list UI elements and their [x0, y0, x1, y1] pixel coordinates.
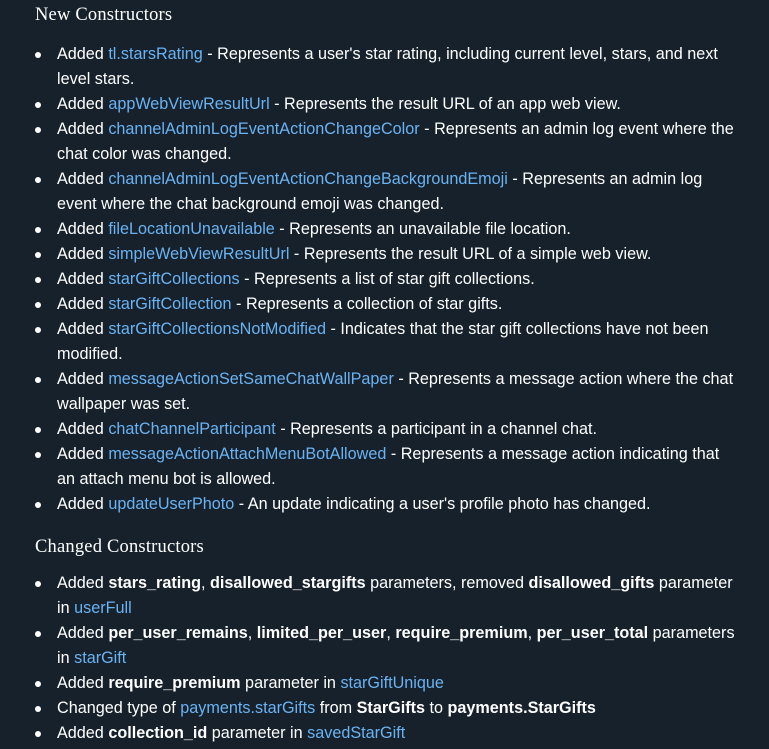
- item-prefix: Added: [57, 420, 109, 438]
- item-text: from: [315, 699, 357, 717]
- changed-constructors-heading: Changed Constructors: [35, 537, 204, 557]
- list-item: [35, 417, 739, 442]
- constructor-link[interactable]: appWebViewResultUrl: [108, 95, 270, 113]
- parameter-name: collection_id: [108, 724, 208, 742]
- item-prefix: Added: [57, 45, 109, 63]
- item-text: ,: [386, 624, 396, 642]
- constructor-link[interactable]: fileLocationUnavailable: [108, 220, 275, 238]
- constructor-link[interactable]: starGift: [74, 649, 127, 667]
- item-prefix: Added: [57, 245, 109, 263]
- item-text: parameter in: [57, 574, 733, 617]
- item-description: - Represents a message action indicating that an attach menu bot is allowed.: [57, 445, 720, 488]
- list-item: [35, 621, 739, 671]
- item-description: - Represents a user's star rating, including current level, stars, and next level stars.: [57, 45, 718, 88]
- item-description: - Indicates that the star gift collections have not been modified.: [57, 320, 709, 363]
- item-text: to: [425, 699, 448, 717]
- changed-constructors-list: [35, 571, 769, 746]
- parameter-name: disallowed_gifts: [528, 574, 655, 592]
- list-item: [35, 442, 739, 492]
- parameter-name: limited_per_user: [256, 624, 387, 642]
- item-prefix: Added: [57, 95, 109, 113]
- parameter-name: stars_rating: [108, 574, 201, 592]
- item-prefix: Added: [57, 320, 109, 338]
- list-item: [35, 242, 739, 267]
- list-item: [35, 671, 739, 696]
- constructor-link[interactable]: starGiftUnique: [340, 674, 444, 692]
- item-text: parameters, removed: [365, 574, 529, 592]
- item-prefix: Added: [57, 295, 109, 313]
- constructor-link[interactable]: starGiftCollection: [108, 295, 232, 313]
- parameter-name: StarGifts: [356, 699, 425, 717]
- item-prefix: Added: [57, 120, 109, 138]
- item-prefix: Added: [57, 170, 109, 188]
- parameter-name: require_premium: [108, 674, 241, 692]
- constructor-link[interactable]: messageActionAttachMenuBotAllowed: [108, 445, 387, 463]
- item-text: Added: [57, 624, 109, 642]
- parameter-name: per_user_remains: [108, 624, 248, 642]
- item-description: - Represents the result URL of a simple web view.: [289, 245, 652, 263]
- list-item: [35, 117, 739, 167]
- item-description: - Represents a collection of star gifts.: [231, 295, 503, 313]
- item-text: Changed type of: [57, 699, 181, 717]
- list-item: [35, 492, 739, 517]
- item-prefix: Added: [57, 445, 109, 463]
- constructor-link[interactable]: savedStarGift: [307, 724, 406, 742]
- item-text: parameter in: [240, 674, 341, 692]
- constructor-link[interactable]: channelAdminLogEventActionChangeBackgroundEmoji: [108, 170, 508, 188]
- constructor-link[interactable]: channelAdminLogEventActionChangeColor: [108, 120, 420, 138]
- item-prefix: Added: [57, 495, 109, 513]
- item-description: - Represents a list of star gift collections.: [239, 270, 535, 288]
- item-text: parameters in: [57, 624, 735, 667]
- item-description: - Represents the result URL of an app web view.: [269, 95, 621, 113]
- constructor-link[interactable]: chatChannelParticipant: [108, 420, 276, 438]
- item-description: - Represents an admin log event where the chat color was changed.: [57, 120, 734, 163]
- item-description: - An update indicating a user's profile photo has changed.: [234, 495, 651, 513]
- item-text: ,: [200, 574, 210, 592]
- item-prefix: Added: [57, 270, 109, 288]
- list-item: [35, 721, 739, 746]
- list-item: [35, 267, 739, 292]
- item-text: ,: [527, 624, 537, 642]
- constructor-link[interactable]: starGiftCollectionsNotModified: [108, 320, 327, 338]
- constructor-link[interactable]: simpleWebViewResultUrl: [108, 245, 290, 263]
- parameter-name: payments.StarGifts: [447, 699, 596, 717]
- constructor-link[interactable]: tl.starsRating: [108, 45, 203, 63]
- list-item: [35, 696, 739, 721]
- item-text: ,: [247, 624, 257, 642]
- item-description: - Represents a message action where the chat wallpaper was set.: [57, 370, 734, 413]
- list-item: [35, 367, 739, 417]
- parameter-name: per_user_total: [536, 624, 649, 642]
- item-prefix: Added: [57, 370, 109, 388]
- item-description: - Represents an admin log event where the chat background emoji was changed.: [57, 170, 703, 213]
- list-item: [35, 92, 739, 117]
- item-description: - Represents an unavailable file location.: [274, 220, 571, 238]
- item-text: Added: [57, 574, 109, 592]
- constructor-link[interactable]: payments.starGifts: [180, 699, 316, 717]
- item-text: Added: [57, 674, 109, 692]
- list-item: [35, 317, 739, 367]
- constructor-link[interactable]: updateUserPhoto: [108, 495, 235, 513]
- constructor-link[interactable]: userFull: [74, 599, 132, 617]
- constructor-link[interactable]: starGiftCollections: [108, 270, 240, 288]
- list-item: [35, 217, 739, 242]
- list-item: [35, 42, 739, 92]
- list-item: [35, 571, 739, 621]
- list-item: [35, 167, 739, 217]
- item-description: - Represents a participant in a channel chat.: [275, 420, 597, 438]
- parameter-name: require_premium: [395, 624, 528, 642]
- constructor-link[interactable]: messageActionSetSameChatWallPaper: [108, 370, 394, 388]
- item-text: parameter in: [207, 724, 308, 742]
- list-item: [35, 292, 739, 317]
- item-prefix: Added: [57, 220, 109, 238]
- new-constructors-list: [35, 42, 769, 517]
- item-text: Added: [57, 724, 109, 742]
- parameter-name: disallowed_stargifts: [209, 574, 366, 592]
- new-constructors-heading: New Constructors: [35, 5, 173, 25]
